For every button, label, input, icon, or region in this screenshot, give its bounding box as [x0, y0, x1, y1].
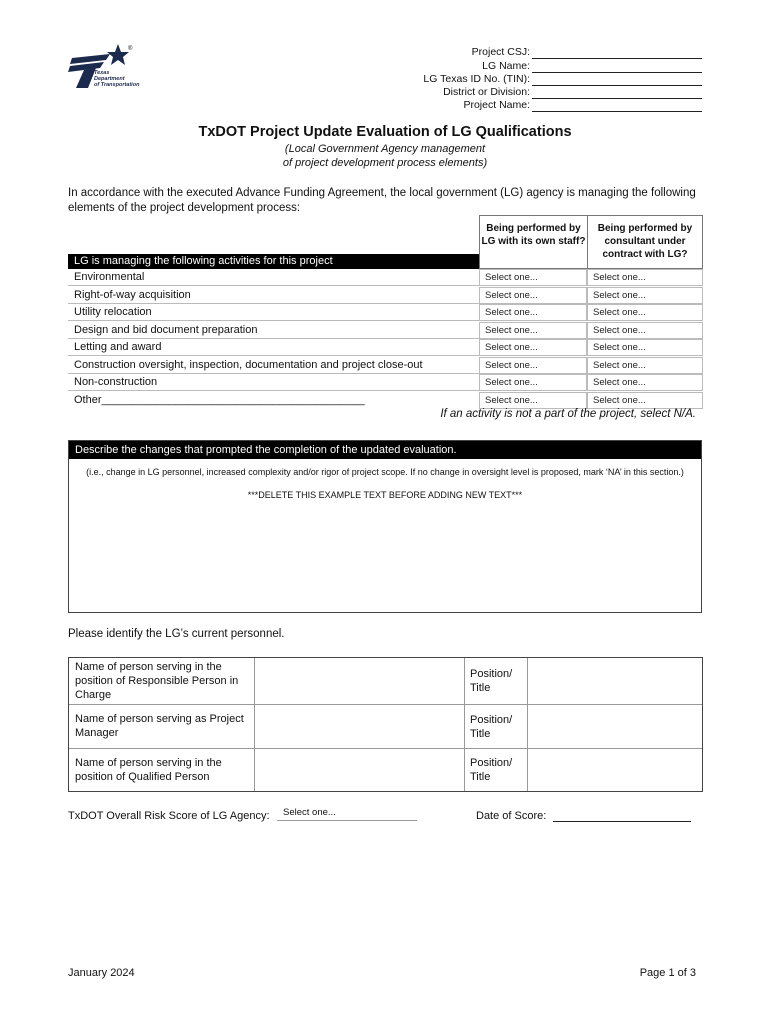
page-title: TxDOT Project Update Evaluation of LG Qualifications	[198, 124, 572, 140]
consultant-select[interactable]: Select one...	[587, 339, 703, 356]
personnel-intro: Please identify the LG’s current personnel.	[68, 628, 285, 640]
header-field-district: District or Division:	[380, 86, 702, 100]
txdot-logo	[66, 40, 140, 92]
consultant-select[interactable]: Select one...	[587, 269, 703, 286]
position-label: Position/ Title	[464, 658, 528, 704]
risk-score-label: TxDOT Overall Risk Score of LG Agency:	[68, 810, 270, 822]
risk-score-select[interactable]: Select one...	[277, 806, 417, 821]
col-head-consultant: Being performed by consultant under contract with LG?	[587, 215, 703, 269]
consultant-select[interactable]: Select one...	[587, 357, 703, 374]
qualified-person-name-input[interactable]	[255, 749, 465, 791]
changes-header: Describe the changes that prompted the completion of the updated evaluation.	[69, 441, 701, 459]
personnel-label: Name of person serving as Project Manager	[69, 705, 255, 748]
activity-table-header: LG is managing the following activities for this project	[68, 254, 479, 269]
header-field-project-name: Project Name:	[380, 99, 702, 113]
position-label: Position/ Title	[464, 705, 528, 748]
intro-text: In accordance with the executed Advance Funding Agreement, the local government (LG) agency is managing the following elements of the project development process:	[68, 187, 696, 214]
personnel-label: Name of person serving in the position of Responsible Person in Charge	[69, 658, 255, 704]
activity-label: Non-construction	[68, 374, 479, 391]
staff-select[interactable]: Select one...	[479, 392, 587, 409]
responsible-person-name-input[interactable]	[255, 658, 465, 704]
personnel-label: Name of person serving in the position of Qualified Person	[69, 749, 255, 791]
table-row	[68, 392, 703, 410]
consultant-select[interactable]: Select one...	[587, 374, 703, 391]
table-row	[68, 269, 703, 287]
staff-select[interactable]: Select one...	[479, 339, 587, 356]
subtitle-line-2: of project development process elements)	[282, 157, 488, 169]
table-row	[68, 322, 703, 340]
table-row	[68, 339, 703, 357]
consultant-select[interactable]: Select one...	[587, 392, 703, 409]
activity-label: Environmental	[68, 269, 479, 286]
table-row	[68, 287, 703, 305]
position-label: Position/ Title	[464, 749, 528, 791]
project-manager-title-input[interactable]	[528, 705, 702, 748]
table-row	[68, 304, 703, 322]
table-row	[69, 749, 702, 791]
logo-text: Texas Department of Transportation	[94, 70, 140, 88]
staff-select[interactable]: Select one...	[479, 269, 587, 286]
activity-label: Right-of-way acquisition	[68, 287, 479, 304]
staff-select[interactable]: Select one...	[479, 287, 587, 304]
footer-page-number: Page 1 of 3	[639, 967, 696, 979]
changes-hint: (i.e., change in LG personnel, increased complexity and/or rigor of project scope. If no change in oversight level is proposed, mark ‘NA’ in this section.)	[86, 467, 684, 477]
project-csj-input[interactable]	[532, 58, 702, 59]
date-of-score-input[interactable]	[553, 821, 691, 822]
project-name-input[interactable]	[532, 111, 702, 112]
table-row	[68, 374, 703, 392]
table-row	[68, 357, 703, 375]
responsible-person-title-input[interactable]	[528, 658, 702, 704]
changes-delete-note: ***DELETE THIS EXAMPLE TEXT BEFORE ADDING NEW TEXT***	[247, 490, 523, 500]
activity-label: Construction oversight, inspection, documentation and project close-out	[68, 357, 479, 374]
staff-select[interactable]: Select one...	[479, 374, 587, 391]
na-note: If an activity is not a part of the project, select N/A.	[440, 408, 696, 420]
footer-date: January 2024	[68, 967, 135, 979]
header-field-lg-name: LG Name:	[380, 60, 702, 74]
project-manager-name-input[interactable]	[255, 705, 465, 748]
activity-label: Design and bid document preparation	[68, 322, 479, 339]
qualified-person-title-input[interactable]	[528, 749, 702, 791]
subtitle-line-1: (Local Government Agency management	[284, 143, 486, 155]
consultant-select[interactable]: Select one...	[587, 287, 703, 304]
staff-select[interactable]: Select one...	[479, 357, 587, 374]
changes-textarea[interactable]	[68, 440, 702, 613]
trademark-mark: ®	[128, 46, 133, 52]
date-of-score-label: Date of Score:	[476, 810, 547, 822]
header-field-tin: LG Texas ID No. (TIN):	[380, 73, 702, 87]
activity-label-other[interactable]: Other___________________________________________	[74, 393, 365, 406]
staff-select[interactable]: Select one...	[479, 304, 587, 321]
table-row	[69, 658, 702, 705]
personnel-table	[68, 657, 703, 792]
activity-label: Utility relocation	[68, 304, 479, 321]
activity-label: Letting and award	[68, 339, 479, 356]
header-field-project-csj: Project CSJ:	[380, 46, 702, 60]
consultant-select[interactable]: Select one...	[587, 322, 703, 339]
table-row	[69, 705, 702, 749]
staff-select[interactable]: Select one...	[479, 322, 587, 339]
consultant-select[interactable]: Select one...	[587, 304, 703, 321]
col-head-staff: Being performed by LG with its own staff?	[479, 215, 588, 269]
